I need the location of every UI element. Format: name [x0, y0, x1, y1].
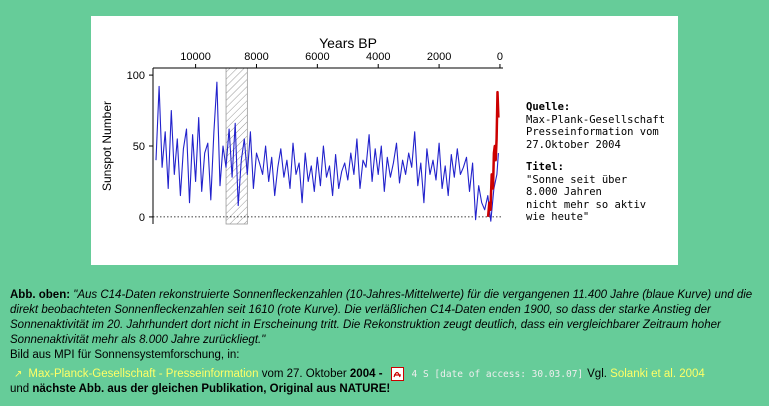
- x-tick-label: 10000: [180, 51, 211, 63]
- y-tick-label: 50: [132, 141, 145, 153]
- x-tick-label: 0: [496, 51, 504, 63]
- figure-caption: [10, 288, 762, 397]
- caption-credit: Bild aus MPI für Sonnensystemforschung, in:: [10, 349, 240, 361]
- caption-lead: Abb. oben:: [10, 289, 71, 301]
- caption-quote: "Aus C14-Daten rekonstruierte Sonnenfleckenzahlen (10-Jahres-Mittelwerte) für die vergangenen 11.400 Jahre (blaue Kurve) und die direkt beobachteten Sonnenfleckenzahlen seit 1610 (rote Kurve). Die verläßlichen C14-Daten enden 1900, so dass der starke Anstieg der Sonnenaktivität im 20. Jahrhundert dort nicht in Erscheinung tritt. Die Rekonstruktion zeugt deutlich, dass ein vergleichbarer Zeitraum hoher Sonnenaktivität mehr als 8.000 Jahre zurückliegt.": [10, 289, 753, 346]
- x-tick-label: 6000: [305, 51, 330, 63]
- solanki-link[interactable]: Solanki et al. 2004: [610, 368, 705, 380]
- external-link-icon: ↗: [14, 369, 23, 380]
- last-pre: und: [10, 383, 30, 395]
- pdf-note: 4 S [date of access: 30.03.07]: [411, 369, 584, 380]
- press-release-link[interactable]: Max-Planck-Gesellschaft - Presseinformation: [28, 368, 259, 380]
- pdf-icon[interactable]: [391, 367, 404, 381]
- x-axis-title: Years BP: [319, 35, 377, 51]
- title-line: 8.000 Jahren: [526, 186, 602, 198]
- y-axis-title: Sunspot Number: [100, 100, 114, 192]
- title-line: nicht mehr so aktiv: [526, 198, 647, 211]
- source-line: 27.Oktober 2004: [526, 138, 621, 151]
- shaded-band: [226, 68, 247, 224]
- date-text: vom 27. Oktober: [261, 368, 347, 380]
- figure-panel: [91, 16, 678, 265]
- vgl-text: Vgl.: [587, 368, 607, 380]
- last-post: !: [386, 383, 391, 395]
- title-line: "Sonne seit über: [526, 173, 628, 186]
- title-header: Titel:: [526, 161, 564, 173]
- series-line-0: [156, 82, 498, 221]
- y-tick-label: 0: [138, 211, 145, 224]
- year-bold: 2004: [349, 368, 376, 380]
- source-line: Max-Plank-Gesellschaft: [526, 113, 666, 126]
- title-line: wie heute": [526, 211, 590, 223]
- y-tick-label: 100: [126, 70, 145, 83]
- figure-side-text: [526, 101, 676, 224]
- caption-paragraph: [10, 288, 762, 348]
- source-line: Presseinformation vom: [526, 126, 659, 138]
- caption-last-line: [10, 382, 762, 397]
- next-figure-text: nächste Abb. aus der gleichen Publikation, Original aus NATURE: [32, 383, 387, 395]
- dash: -: [378, 368, 383, 380]
- x-tick-label: 8000: [244, 51, 269, 63]
- caption-link-row: [10, 367, 762, 382]
- x-tick-label: 4000: [365, 51, 391, 63]
- source-header: Quelle:: [526, 101, 571, 113]
- x-tick-label: 2000: [426, 51, 452, 63]
